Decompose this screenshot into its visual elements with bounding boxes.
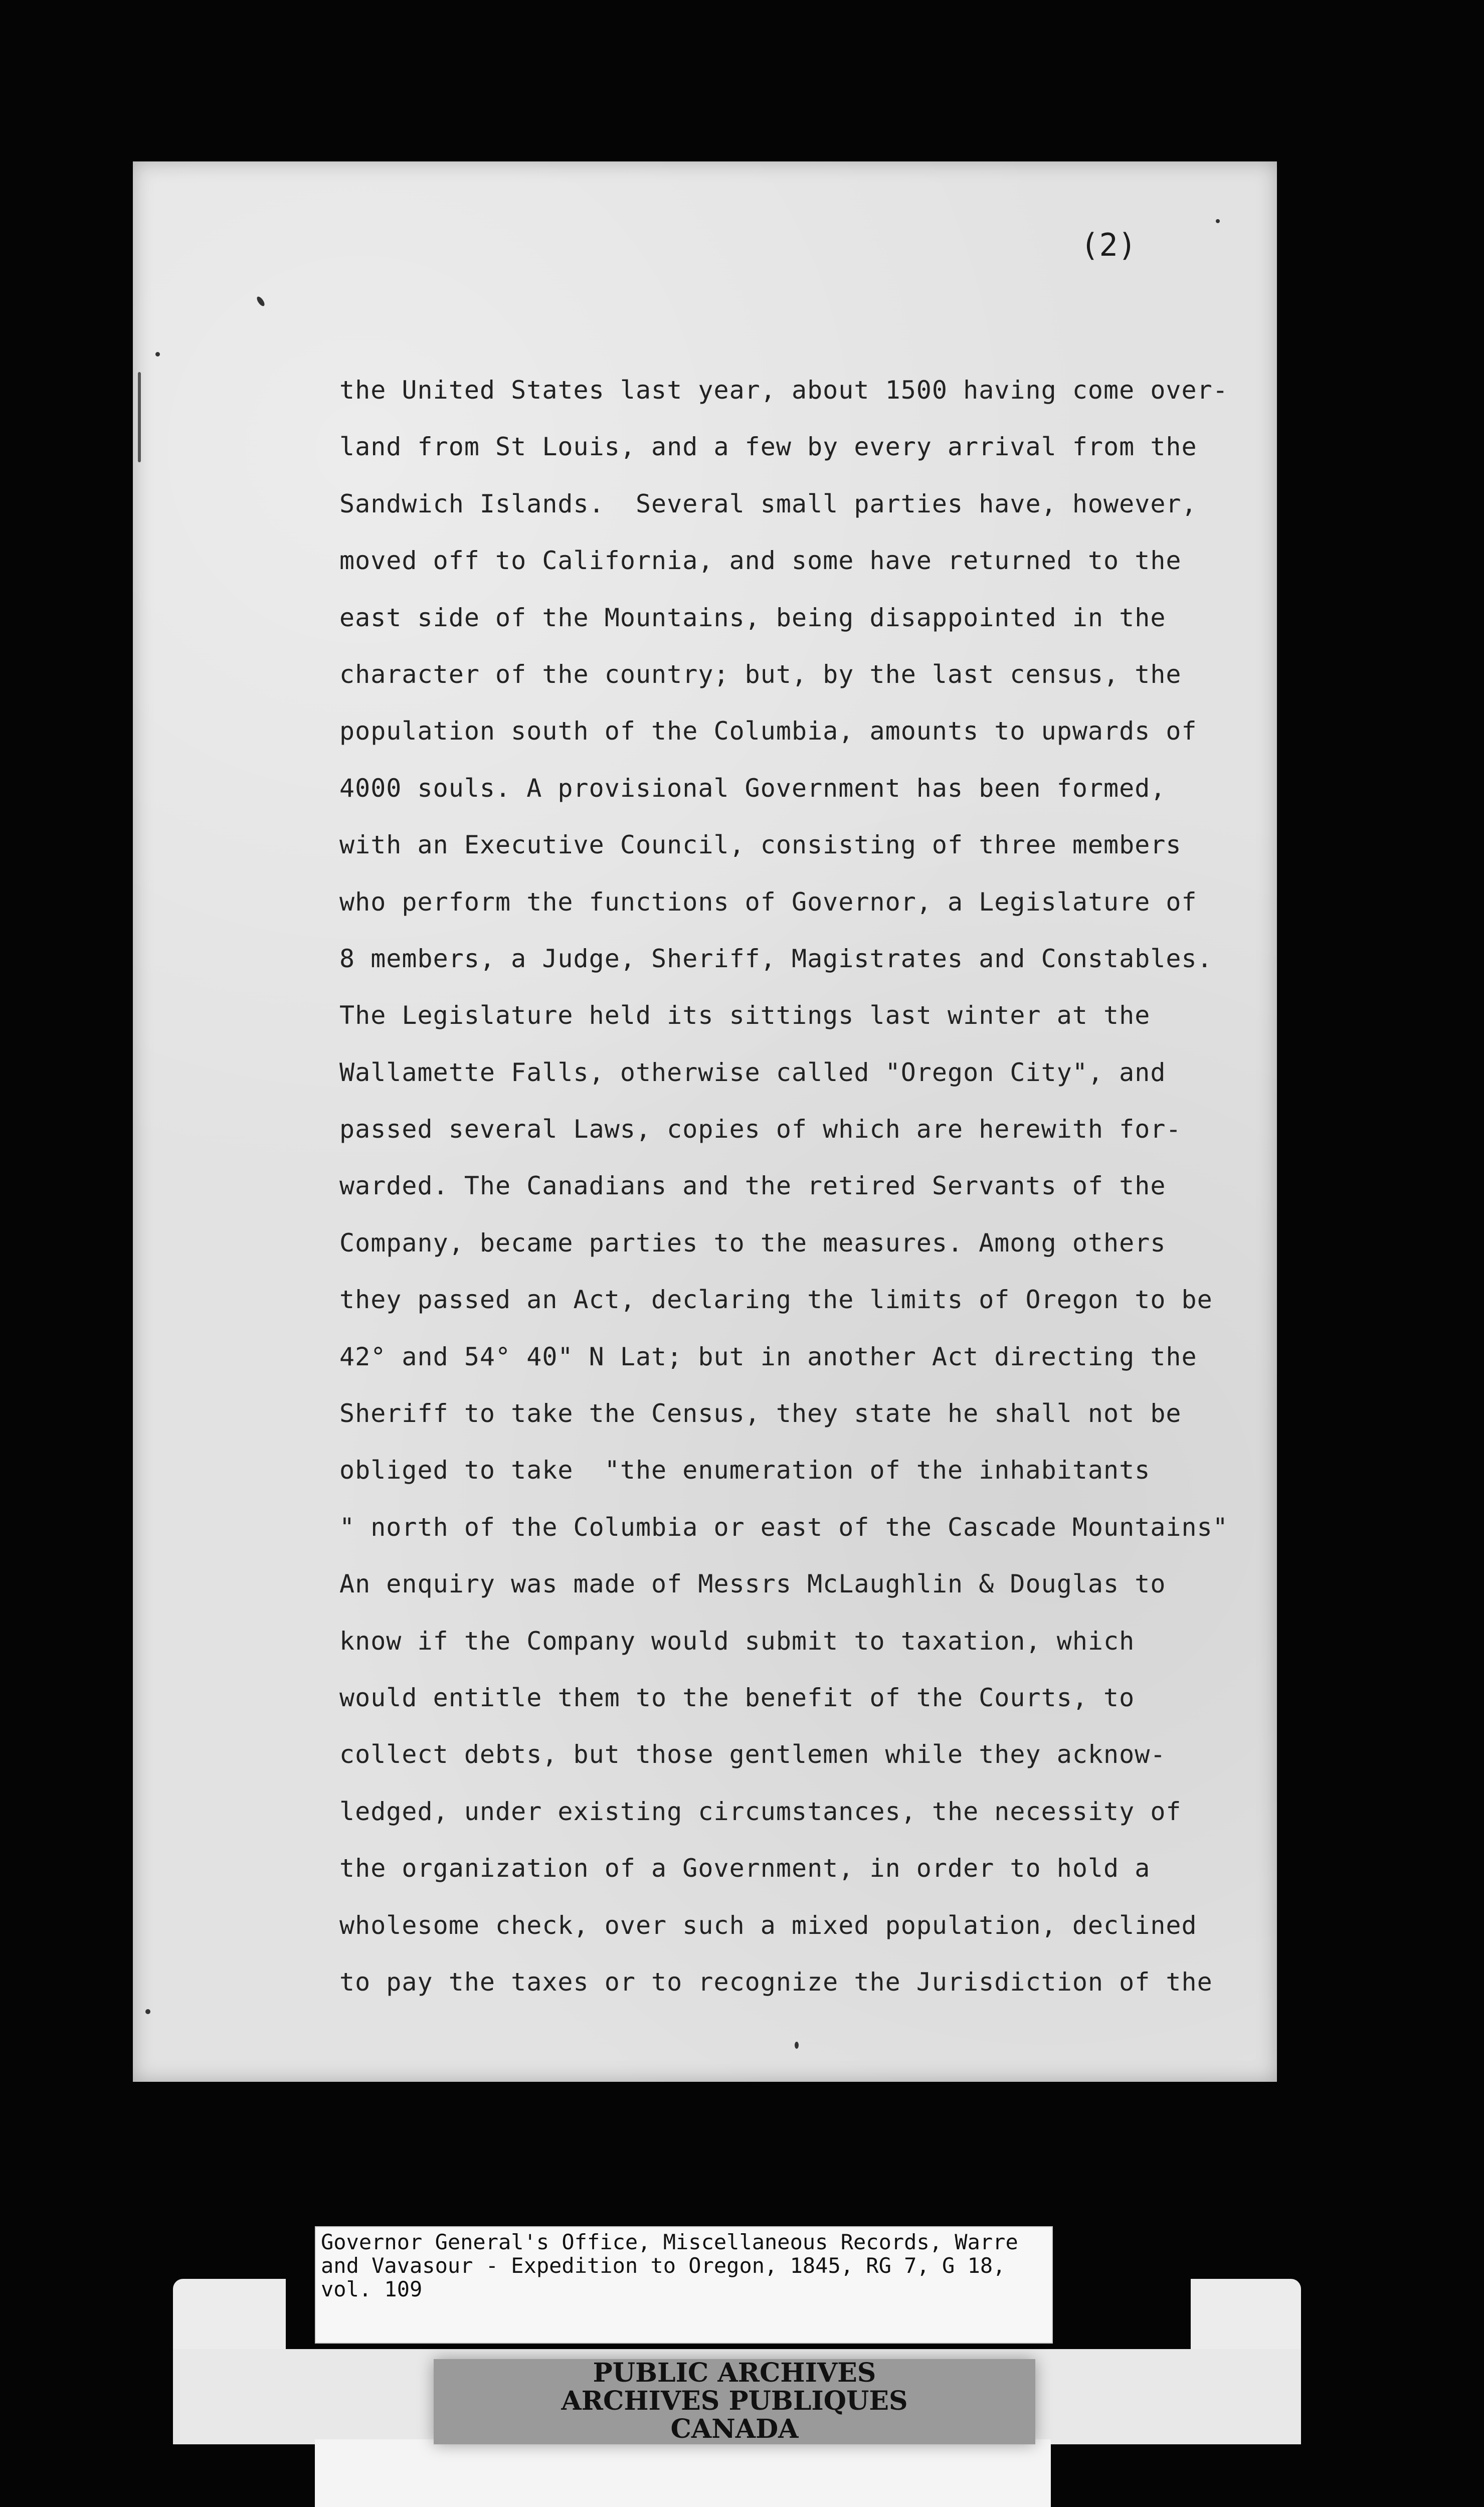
- text-line: collect debts, but those gentlemen while they acknow-: [339, 1740, 1166, 1769]
- document-page: [133, 161, 1277, 2082]
- page-number: (2): [1080, 227, 1137, 263]
- text-line: they passed an Act, declaring the limits of Oregon to be: [339, 1285, 1213, 1315]
- film-speck: [145, 2009, 150, 2014]
- film-speck: [795, 2042, 799, 2049]
- letter-body: [339, 362, 1317, 2011]
- holder-bottom: [315, 2439, 1051, 2507]
- text-line: Wallamette Falls, otherwise called "Oregon City", and: [339, 1057, 1166, 1087]
- text-line: the organization of a Government, in order to hold a: [339, 1854, 1151, 1883]
- text-line: 4000 souls. A provisional Government has been formed,: [339, 773, 1166, 803]
- film-speck: [1216, 219, 1220, 223]
- text-line: who perform the functions of Governor, a Legislature of: [339, 887, 1197, 917]
- text-line: population south of the Columbia, amounts to upwards of: [339, 717, 1197, 746]
- stamp-line-2: ARCHIVES PUBLIQUES: [561, 2386, 908, 2416]
- text-line: warded. The Canadians and the retired Servants of the: [339, 1171, 1166, 1201]
- text-line: Sheriff to take the Census, they state he shall not be: [339, 1399, 1182, 1428]
- text-line: Sandwich Islands. Several small parties have, however,: [339, 489, 1197, 518]
- text-line: " north of the Columbia or east of the Cascade Mountains": [339, 1512, 1228, 1542]
- text-line: An enquiry was made of Messrs McLaughlin & Douglas to: [339, 1569, 1166, 1599]
- text-line: wholesome check, over such a mixed population, declined: [339, 1910, 1197, 1940]
- stamp-line-1: PUBLIC ARCHIVES: [593, 2358, 876, 2388]
- stamp-line-3: CANADA: [670, 2414, 799, 2444]
- text-line: 8 members, a Judge, Sheriff, Magistrates and Constables.: [339, 944, 1213, 973]
- text-line: ledged, under existing circumstances, the necessity of: [339, 1797, 1182, 1826]
- text-line: know if the Company would submit to taxation, which: [339, 1626, 1135, 1656]
- text-line: east side of the Mountains, being disappointed in the: [339, 603, 1166, 632]
- film-speck: [256, 295, 266, 307]
- text-line: 42° and 54° 40" N Lat; but in another Act directing the: [339, 1342, 1197, 1371]
- text-line: obliged to take "the enumeration of the inhabitants: [339, 1456, 1151, 1485]
- archives-stamp: [434, 2359, 1035, 2444]
- text-line: passed several Laws, copies of which are herewith for-: [339, 1115, 1182, 1144]
- text-line: to pay the taxes or to recognize the Jurisdiction of the: [339, 1967, 1213, 1997]
- film-speck: [155, 352, 160, 356]
- text-line: land from St Louis, and a few by every arrival from the: [339, 432, 1197, 462]
- archive-label-card: [315, 2226, 1053, 2344]
- text-line: with an Executive Council, consisting of three members: [339, 830, 1182, 860]
- text-line: The Legislature held its sittings last winter at the: [339, 1001, 1151, 1030]
- archive-citation: Governor General's Office, Miscellaneous Records, Warre and Vavasour - Expedition to Oregon, 1845, RG 7, G 18, vol. 109: [321, 2230, 1031, 2301]
- text-line: would entitle them to the benefit of the Courts, to: [339, 1683, 1135, 1712]
- text-line: the United States last year, about 1500 having come over-: [339, 376, 1228, 405]
- text-line: Company, became parties to the measures. Among others: [339, 1228, 1166, 1258]
- text-line: moved off to California, and some have returned to the: [339, 546, 1182, 576]
- text-line: character of the country; but, by the last census, the: [339, 659, 1182, 689]
- film-speck: [138, 372, 141, 462]
